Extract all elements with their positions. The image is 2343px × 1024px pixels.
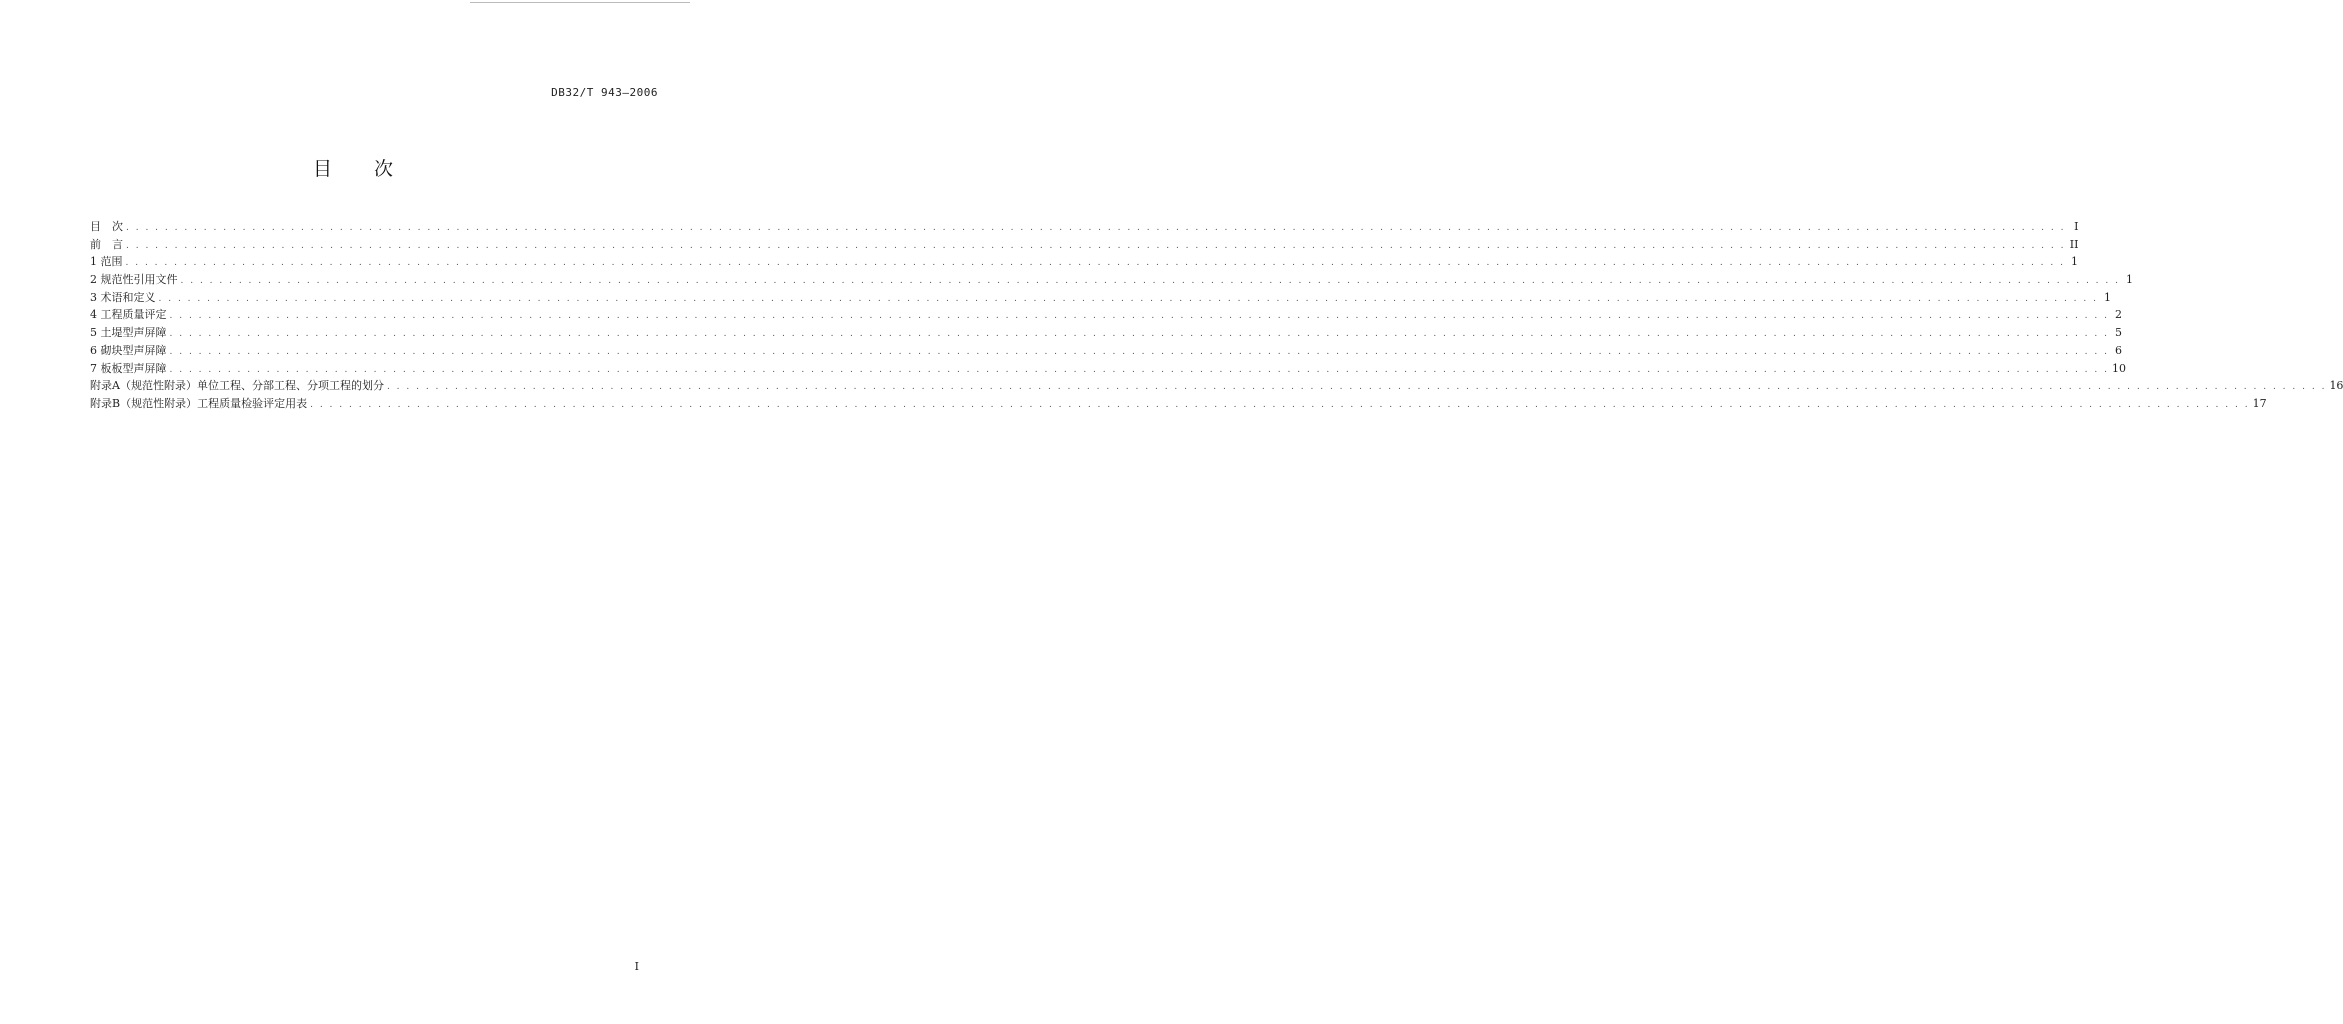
toc-entry-page: 1 [2103,290,2111,304]
toc-entry-title: 前 言 [90,237,123,251]
toc-entry-title: 6 砌块型声屏障 [90,343,167,357]
toc-leader-dots: . . . . . . . . . . . . . . . . . . . . . . . . . . . . . . . . . . . . . . . . . . . . . . . . . . . . . . . . . . . . . . . . . . . . . . . . . . . . . . . . . . . . . . . . . . . . . . . . . . . . . . . . . . . . . . . . . . . . . . . . . . . . . . . . . . . . . . . . . . . . . . . . . . . . . . . . . . . . . . . . . . . . . . . . . . . . . . . . . . . . . . . . . . . . . . . . . . . . . . . . [169,364,2109,375]
page-number: I [634,960,639,973]
toc-entry[interactable] [90,218,2079,236]
toc-leader-dots: . . . . . . . . . . . . . . . . . . . . . . . . . . . . . . . . . . . . . . . . . . . . . . . . . . . . . . . . . . . . . . . . . . . . . . . . . . . . . . . . . . . . . . . . . . . . . . . . . . . . . . . . . . . . . . . . . . . . . . . . . . . . . . . . . . . . . . . . . . . . . . . . . . . . . . . . . . . . . . . . . . . . . . . . . . . . . . . . . . . . . . . . . . . . . . . . . . . . . . . . [169,329,2109,340]
toc-leader-dots: . . . . . . . . . . . . . . . . . . . . . . . . . . . . . . . . . . . . . . . . . . . . . . . . . . . . . . . . . . . . . . . . . . . . . . . . . . . . . . . . . . . . . . . . . . . . . . . . . . . . . . . . . . . . . . . . . . . . . . . . . . . . . . . . . . . . . . . . . . . . . . . . . . . . . . . . . . . . . . . . . . . . . . . . . . . . . . . . . . . . . . . . . . . . . . . . . . . . . . . . [158,293,2098,304]
toc-entry-title: 3 术语和定义 [90,290,156,304]
toc-entry[interactable] [90,342,2122,360]
document-code: DB32/T 943—2006 [551,86,658,99]
toc-entry[interactable] [90,236,2079,254]
toc-entry[interactable] [90,360,2126,378]
toc-entry-page: II [2069,237,2079,251]
toc-entry[interactable] [90,306,2122,324]
toc-entry[interactable] [90,271,2133,289]
toc-leader-dots: . . . . . . . . . . . . . . . . . . . . . . . . . . . . . . . . . . . . . . . . . . . . . . . . . . . . . . . . . . . . . . . . . . . . . . . . . . . . . . . . . . . . . . . . . . . . . . . . . . . . . . . . . . . . . . . . . . . . . . . . . . . . . . . . . . . . . . . . . . . . . . . . . . . . . . . . . . . . . . . . . . . . . . . . . . . . . . . . . . . . . . . . . . . . . . . . . . . . . . . . [126,223,2066,233]
toc-entry-title: 7 板板型声屏障 [90,361,167,375]
toc-entry-page: 16 [2329,379,2343,393]
toc-entry[interactable] [90,395,2267,413]
toc-heading: 目 次 [312,158,412,180]
toc-leader-dots: . . . . . . . . . . . . . . . . . . . . . . . . . . . . . . . . . . . . . . . . . . . . . . . . . . . . . . . . . . . . . . . . . . . . . . . . . . . . . . . . . . . . . . . . . . . . . . . . . . . . . . . . . . . . . . . . . . . . . . . . . . . . . . . . . . . . . . . . . . . . . . . . . . . . . . . . . . . . . . . . . . . . . . . . . . . . . . . . . . . . . . . . . . . . . . . . . . . . . . . . [126,240,2066,251]
toc-entry-page: I [2074,220,2079,233]
toc-entry-page: 5 [2114,326,2122,340]
toc-leader-dots: . . . . . . . . . . . . . . . . . . . . . . . . . . . . . . . . . . . . . . . . . . . . . . . . . . . . . . . . . . . . . . . . . . . . . . . . . . . . . . . . . . . . . . . . . . . . . . . . . . . . . . . . . . . . . . . . . . . . . . . . . . . . . . . . . . . . . . . . . . . . . . . . . . . . . . . . . . . . . . . . . . . . . . . . . . . . . . . . . . . . . . . . . . . . . . . . . . . . . . . . [125,258,2065,269]
toc-entry[interactable] [90,324,2122,342]
toc-entry-title: 4 工程质量评定 [90,308,167,322]
toc-entry-title: 5 土堤型声屏障 [90,326,167,340]
toc-entry-title: 1 范围 [90,255,123,269]
toc-entry-title: 附录B（规范性附录）工程质量检验评定用表 [90,396,308,410]
toc-entry-page: 2 [2114,308,2122,322]
toc-leader-dots: . . . . . . . . . . . . . . . . . . . . . . . . . . . . . . . . . . . . . . . . . . . . . . . . . . . . . . . . . . . . . . . . . . . . . . . . . . . . . . . . . . . . . . . . . . . . . . . . . . . . . . . . . . . . . . . . . . . . . . . . . . . . . . . . . . . . . . . . . . . . . . . . . . . . . . . . . . . . . . . . . . . . . . . . . . . . . . . . . . . . . . . . . . . . . . . . . . . . . . . . [180,276,2120,287]
scan-artifact [470,2,690,3]
toc-entry-title: 目 次 [90,220,123,233]
table-of-contents [90,218,2343,413]
toc-entry[interactable] [90,289,2111,307]
toc-entry-title: 附录A（规范性附录）单位工程、分部工程、分项工程的划分 [90,379,384,393]
toc-leader-dots: . . . . . . . . . . . . . . . . . . . . . . . . . . . . . . . . . . . . . . . . . . . . . . . . . . . . . . . . . . . . . . . . . . . . . . . . . . . . . . . . . . . . . . . . . . . . . . . . . . . . . . . . . . . . . . . . . . . . . . . . . . . . . . . . . . . . . . . . . . . . . . . . . . . . . . . . . . . . . . . . . . . . . . . . . . . . . . . . . . . . . . . . . . . . . . . . . . . . . . . . [169,346,2109,357]
toc-entry-page: 6 [2114,343,2122,357]
toc-entry-page: 10 [2111,361,2126,375]
toc-leader-dots: . . . . . . . . . . . . . . . . . . . . . . . . . . . . . . . . . . . . . . . . . . . . . . . . . . . . . . . . . . . . . . . . . . . . . . . . . . . . . . . . . . . . . . . . . . . . . . . . . . . . . . . . . . . . . . . . . . . . . . . . . . . . . . . . . . . . . . . . . . . . . . . . . . . . . . . . . . . . . . . . . . . . . . . . . . . . . . . . . . . . . . . . . . . . . . . . . . . . . . . . [310,399,2250,410]
toc-entry-title: 2 规范性引用文件 [90,273,178,287]
toc-leader-dots: . . . . . . . . . . . . . . . . . . . . . . . . . . . . . . . . . . . . . . . . . . . . . . . . . . . . . . . . . . . . . . . . . . . . . . . . . . . . . . . . . . . . . . . . . . . . . . . . . . . . . . . . . . . . . . . . . . . . . . . . . . . . . . . . . . . . . . . . . . . . . . . . . . . . . . . . . . . . . . . . . . . . . . . . . . . . . . . . . . . . . . . . . . . . . . . . . . . . . . . . [386,382,2327,393]
toc-entry-page: 1 [2125,273,2133,287]
toc-entry[interactable] [90,253,2078,271]
toc-leader-dots: . . . . . . . . . . . . . . . . . . . . . . . . . . . . . . . . . . . . . . . . . . . . . . . . . . . . . . . . . . . . . . . . . . . . . . . . . . . . . . . . . . . . . . . . . . . . . . . . . . . . . . . . . . . . . . . . . . . . . . . . . . . . . . . . . . . . . . . . . . . . . . . . . . . . . . . . . . . . . . . . . . . . . . . . . . . . . . . . . . . . . . . . . . . . . . . . . . . . . . . . [169,311,2109,322]
toc-entry[interactable] [90,377,2343,395]
toc-entry-page: 17 [2252,396,2267,410]
toc-entry-page: 1 [2070,255,2078,269]
